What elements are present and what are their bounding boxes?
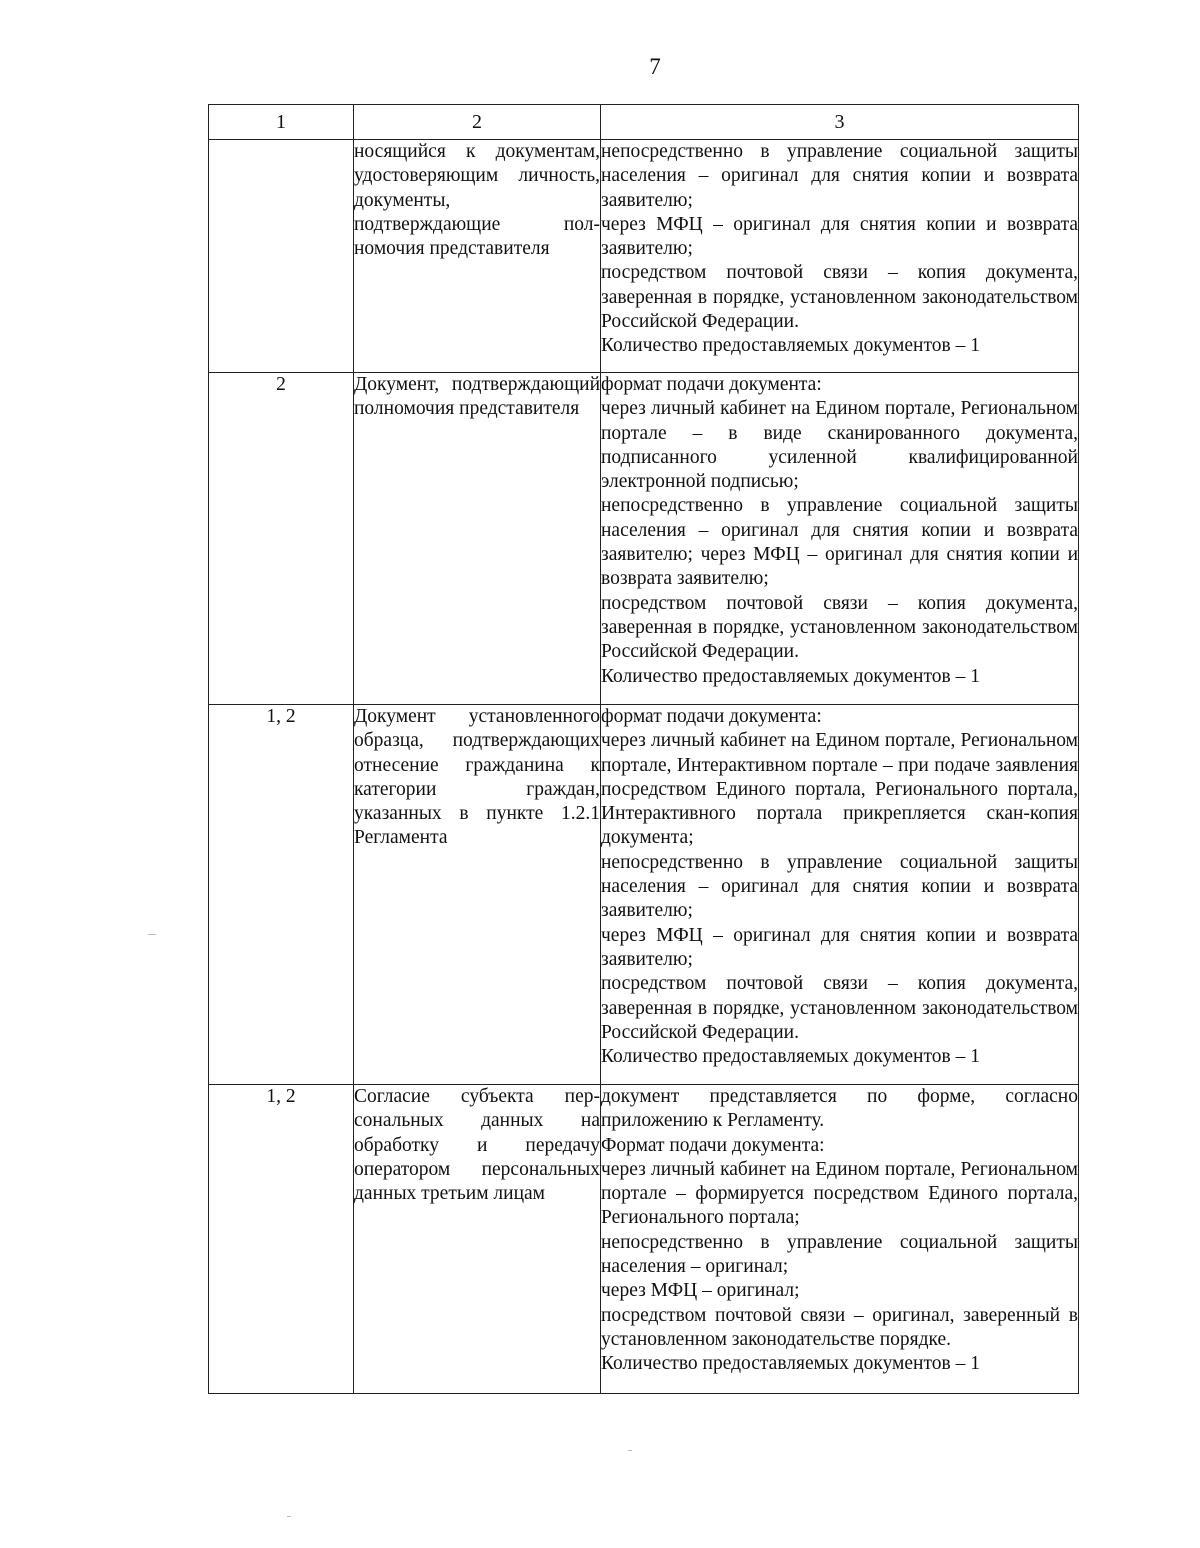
details-line: посредством почтовой связи – оригинал, заверенный в установленном законодательстве порядке. bbox=[601, 1304, 1078, 1350]
submission-details-cell bbox=[601, 1085, 1079, 1394]
document-name-cell: носящийся к документам, удостоверяющим личность, документы, подтверждающие полномочия представителя bbox=[354, 140, 601, 373]
table-row bbox=[209, 705, 1079, 1085]
header-col-3: 3 bbox=[601, 105, 1079, 140]
row-category-cell bbox=[209, 140, 354, 373]
details-line: непосредственно в управление социальной защиты населения – оригинал для снятия копии и возврата заявителю; bbox=[601, 141, 1078, 211]
details-line: через МФЦ – оригинал; bbox=[601, 1280, 800, 1302]
details-line: посредством почтовой связи – копия документа, заверенная в порядке, установленном законодательством Российской Федерации. bbox=[601, 262, 1078, 333]
details-line: посредством почтовой связи – копия документа, заверенная в порядке, установленном законодательством Российской Федерации. bbox=[601, 592, 1078, 663]
details-line: через МФЦ – оригинал для снятия копии и возврата заявителю; bbox=[601, 213, 1078, 260]
details-line: непосредственно в управление социальной защиты населения – оригинал для снятия копии и возврата заявителю; bbox=[601, 851, 1078, 922]
details-line: непосредственно в управление социальной защиты населения – оригинал для снятия копии и возврата заявителю; через МФЦ – оригинал для снятия копии и возврата заявителю; bbox=[601, 495, 1078, 590]
details-line: Количество предоставляемых документов – 1 bbox=[601, 335, 980, 357]
header-col-1: 1 bbox=[209, 105, 354, 140]
row-category-cell: 2 bbox=[209, 373, 354, 705]
details-line: Количество предоставляемых документов – 1 bbox=[601, 665, 980, 687]
details-line: документ представляется по форме, согласно приложению к Регламенту. bbox=[601, 1086, 1078, 1132]
requirements-table bbox=[208, 104, 1079, 1394]
document-name-cell: Документ установленного образца, подтверждающих отнесение гражданина к категории граждан, указанных в пункте 1.2.1 Регламента bbox=[354, 705, 601, 1085]
submission-details-cell bbox=[601, 373, 1079, 705]
submission-details-cell bbox=[601, 705, 1079, 1085]
scan-artifact bbox=[287, 1516, 291, 1517]
submission-details-cell bbox=[601, 140, 1079, 373]
details-line: через МФЦ – оригинал для снятия копии и возврата заявителю; bbox=[601, 924, 1078, 970]
row-category-cell: 1, 2 bbox=[209, 705, 354, 1085]
details-line: Формат подачи документа: bbox=[601, 1134, 825, 1156]
table-row bbox=[209, 1085, 1079, 1394]
page-number: 7 bbox=[649, 54, 661, 79]
details-line: посредством почтовой связи – копия документа, заверенная в порядке, установленном законодательством Российской Федерации. bbox=[601, 973, 1078, 1043]
details-line: Количество предоставляемых документов – 1 bbox=[601, 1353, 980, 1375]
document-name-cell: Документ, подтверждающий полномочия представителя bbox=[354, 373, 601, 705]
document-name-cell: Согласие субъекта персональных данных на обработку и передачу оператором персональных данных третьим лицам bbox=[354, 1085, 601, 1394]
table-row bbox=[209, 373, 1079, 705]
table-row bbox=[209, 140, 1079, 373]
table-header-row bbox=[209, 105, 1079, 140]
header-col-2: 2 bbox=[354, 105, 601, 140]
scan-artifact bbox=[628, 1450, 632, 1451]
row-category-cell: 1, 2 bbox=[209, 1085, 354, 1394]
details-line: Количество предоставляемых документов – 1 bbox=[601, 1046, 980, 1068]
scan-artifact bbox=[148, 934, 156, 935]
details-line: непосредственно в управление социальной защиты населения – оригинал; bbox=[601, 1231, 1078, 1278]
details-line: формат подачи документа: bbox=[601, 706, 822, 727]
details-line: формат подачи документа: bbox=[601, 374, 822, 395]
details-line: через личный кабинет на Едином портале, Региональном портале – в виде сканированного документа, подписанного усиленной квалифицированной электронной подписью; bbox=[601, 398, 1078, 493]
details-line: через личный кабинет на Едином портале, Региональном портале, Интерактивном портале – при подаче заявления посредством Единого портала, Регионального портала, Интерактивного портала прикрепляется скан-копия документа; bbox=[601, 730, 1078, 849]
details-line: через личный кабинет на Едином портале, Региональном портале – формируется посредством Единого портала, Регионального портала; bbox=[601, 1158, 1078, 1229]
